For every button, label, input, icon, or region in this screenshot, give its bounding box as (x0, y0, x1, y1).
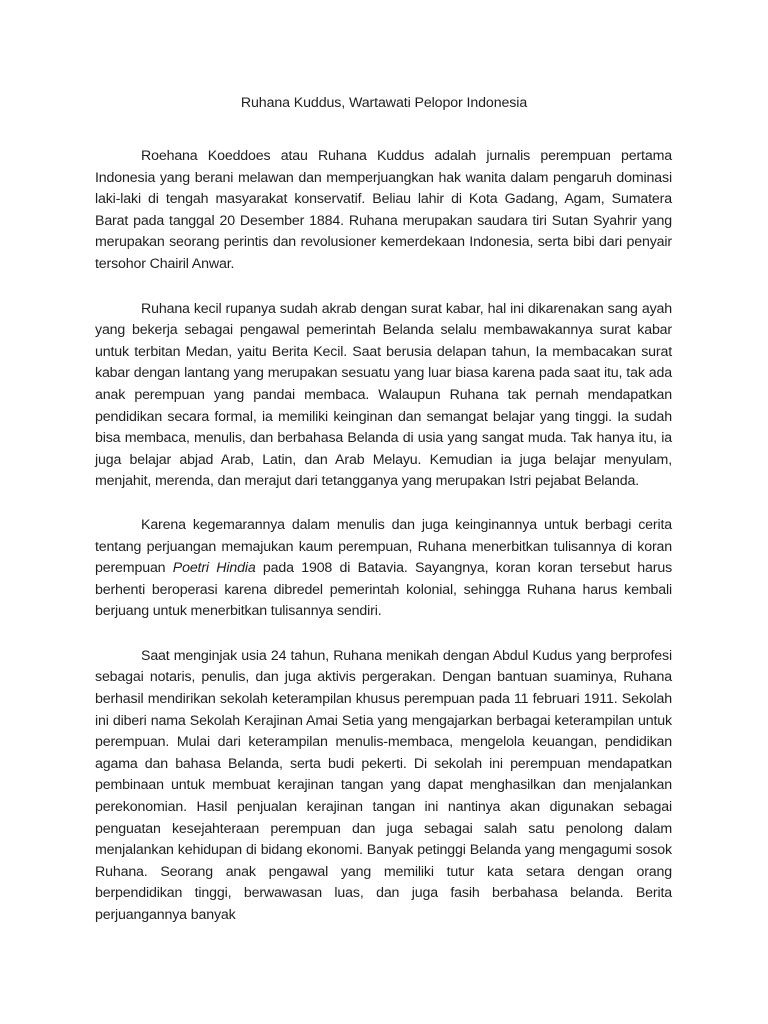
paragraph-3-text-before: Karena kegemarannya dalam menulis dan juga keinginannya untuk berbagi cerita tentang perjuangan memajukan kaum perempuan, Ruhana menerbitkan tulisannya di koran perempuan (95, 516, 672, 577)
paragraph-3 (95, 515, 672, 623)
paragraph-1: Roehana Koeddoes atau Ruhana Kuddus adalah jurnalis perempuan pertama Indonesia yang berani melawan dan memperjuangkan hak wanita dalam pengaruh dominasi laki-laki di tengah masyarakat konservatif. Beliau lahir di Kota Gadang, Agam, Sumatera Barat pada tanggal 20 Desember 1884. Ruhana merupakan saudara tiri Sutan Syahrir yang merupakan seorang perintis dan revolusioner kemerdekaan Indonesia, serta bibi dari penyair tersohor Chairil Anwar. (95, 148, 672, 272)
document-title: Ruhana Kuddus, Wartawati Pelopor Indonesia (240, 95, 528, 111)
document-body (95, 146, 672, 949)
paragraph-3-text-after: pada 1908 di Batavia. Sayangnya, koran koran tersebut harus berhenti beroperasi karena dibredel pemerintah kolonial, sehingga Ruhana harus kembali berjuang untuk menerbitkan tulisannya sendiri. (95, 560, 673, 620)
paragraph-2: Ruhana kecil rupanya sudah akrab dengan surat kabar, hal ini dikarenakan sang ayah yang bekerja sebagai pengawal pemerintah Belanda selalu membawakannya surat kabar untuk terbitan Medan, yaitu Berita Kecil. Saat berusia delapan tahun, Ia membacakan surat kabar dengan lantang yang merupakan sesuatu yang luar biasa karena pada saat itu, tak ada anak perempuan yang pandai membaca. Walaupun Ruhana tak pernah mendapatkan pendidikan secara formal, ia memiliki keinginan dan semangat belajar yang tinggi. Ia sudah bisa membaca, menulis, dan berbahasa Belanda di usia yang sangat muda. Tak hanya itu, ia juga belajar abjad Arab, Latin, dan Arab Melayu. Kemudian ia juga belajar menyulam, menjahit, merenda, dan merajut dari tetangganya yang merupakan Istri pejabat Belanda. (95, 300, 672, 490)
paragraph-4: Saat menginjak usia 24 tahun, Ruhana menikah dengan Abdul Kudus yang berprofesi sebagai notaris, penulis, dan juga aktivis pergerakan. Dengan bantuan suaminya, Ruhana berhasil mendirikan sekolah keterampilan khusus perempuan pada 11 februari 1911. Sekolah ini diberi nama Sekolah Kerajinan Amai Setia yang mengajarkan berbagai keterampilan untuk perempuan. Mulai dari keterampilan menulis-membaca, mengelola keuangan, pendidikan agama dan bahasa Belanda, serta budi pekerti. Di sekolah ini perempuan mendapatkan pembinaan untuk membuat kerajinan tangan yang dapat menghasilkan dan menjalankan perekonomian. Hasil penjualan kerajinan tangan ini nantinya akan digunakan sebagai penguatan kesejahteraan perempuan dan juga sebagai salah satu penolong dalam menjalankan kehidupan di bidang ekonomi. Banyak petinggi Belanda yang mengagumi sosok Ruhana. Seorang anak pengawal yang memiliki tutur kata setara dengan orang berpendidikan tinggi, berwawasan luas, dan juga fasih berbahasa belanda. Berita perjuangannya banyak (95, 647, 672, 923)
newspaper-title: Poetri Hindia (172, 560, 256, 577)
